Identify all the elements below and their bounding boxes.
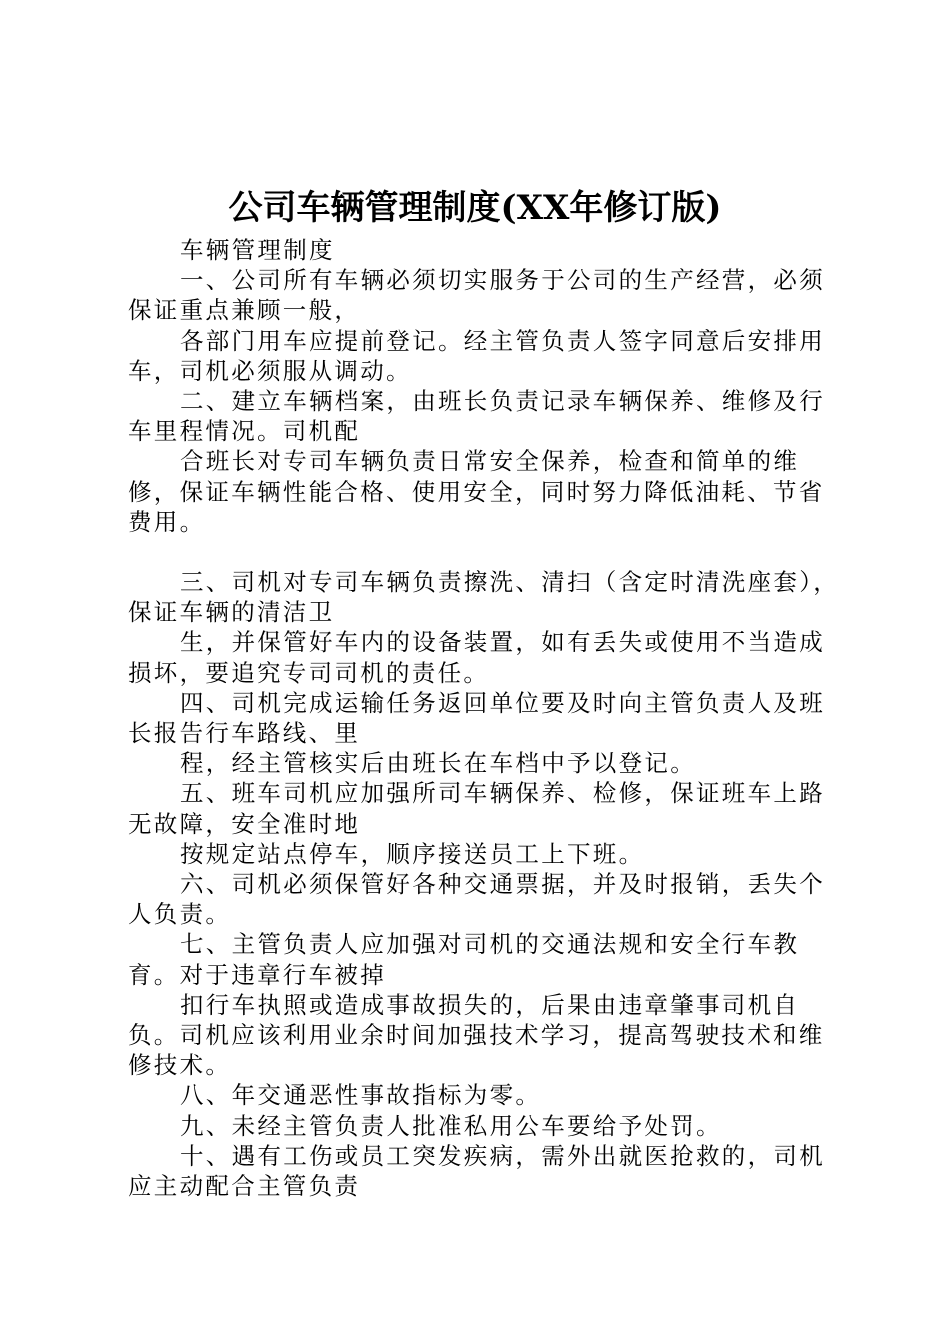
paragraph: 扣行车执照或造成事故损失的，后果由违章肇事司机自负。司机应该利用业余时间加强技术学习，提高驾驶技术和维修技术。 [128, 990, 825, 1080]
paragraph: 四、司机完成运输任务返回单位要及时向主管负责人及班长报告行车路线、里 [128, 688, 825, 748]
document-title: 公司车辆管理制度(XX年修订版) [228, 188, 722, 228]
paragraph: 一、公司所有车辆必须切实服务于公司的生产经营，必须保证重点兼顾一般， [128, 266, 825, 325]
paragraph: 生，并保管好车内的设备装置，如有丢失或使用不当造成损坏，要追究专司司机的责任。 [128, 628, 825, 687]
paragraph: 五、班车司机应加强所司车辆保养、检修，保证班车上路无故障，安全准时地 [128, 779, 825, 838]
paragraph: 程，经主管核实后由班长在车档中予以登记。 [180, 749, 696, 778]
paragraph: 八、年交通恶性事故指标为零。 [180, 1081, 542, 1110]
paragraph: 七、主管负责人应加强对司机的交通法规和安全行车教育。对于违章行车被掉 [128, 930, 800, 989]
paragraph: 按规定站点停车，顺序接送员工上下班。 [180, 839, 645, 868]
paragraph: 各部门用车应提前登记。经主管负责人签字同意后安排用车，司机必须服从调动。 [128, 326, 825, 385]
paragraph: 三、司机对专司车辆负责擦洗、清扫（含定时清洗座套），保证车辆的清洁卫 [128, 568, 840, 627]
paragraph: 六、司机必须保管好各种交通票据，并及时报销，丢失个人负责。 [128, 870, 825, 929]
paragraph: 九、未经主管负责人批准私用公车要给予处罚。 [180, 1111, 722, 1140]
paragraph: 二、建立车辆档案，由班长负责记录车辆保养、维修及行车里程情况。司机配 [128, 387, 825, 446]
paragraph: 合班长对专司车辆负责日常安全保养，检查和简单的维修，保证车辆性能合格、使用安全，同时努力降低油耗、节省费用。 [128, 447, 825, 536]
paragraph-heading: 车辆管理制度 [180, 236, 335, 264]
document-body [128, 235, 850, 1201]
paragraph: 十、遇有工伤或员工突发疾病，需外出就医抢救的，司机应主动配合主管负责 [128, 1141, 825, 1201]
